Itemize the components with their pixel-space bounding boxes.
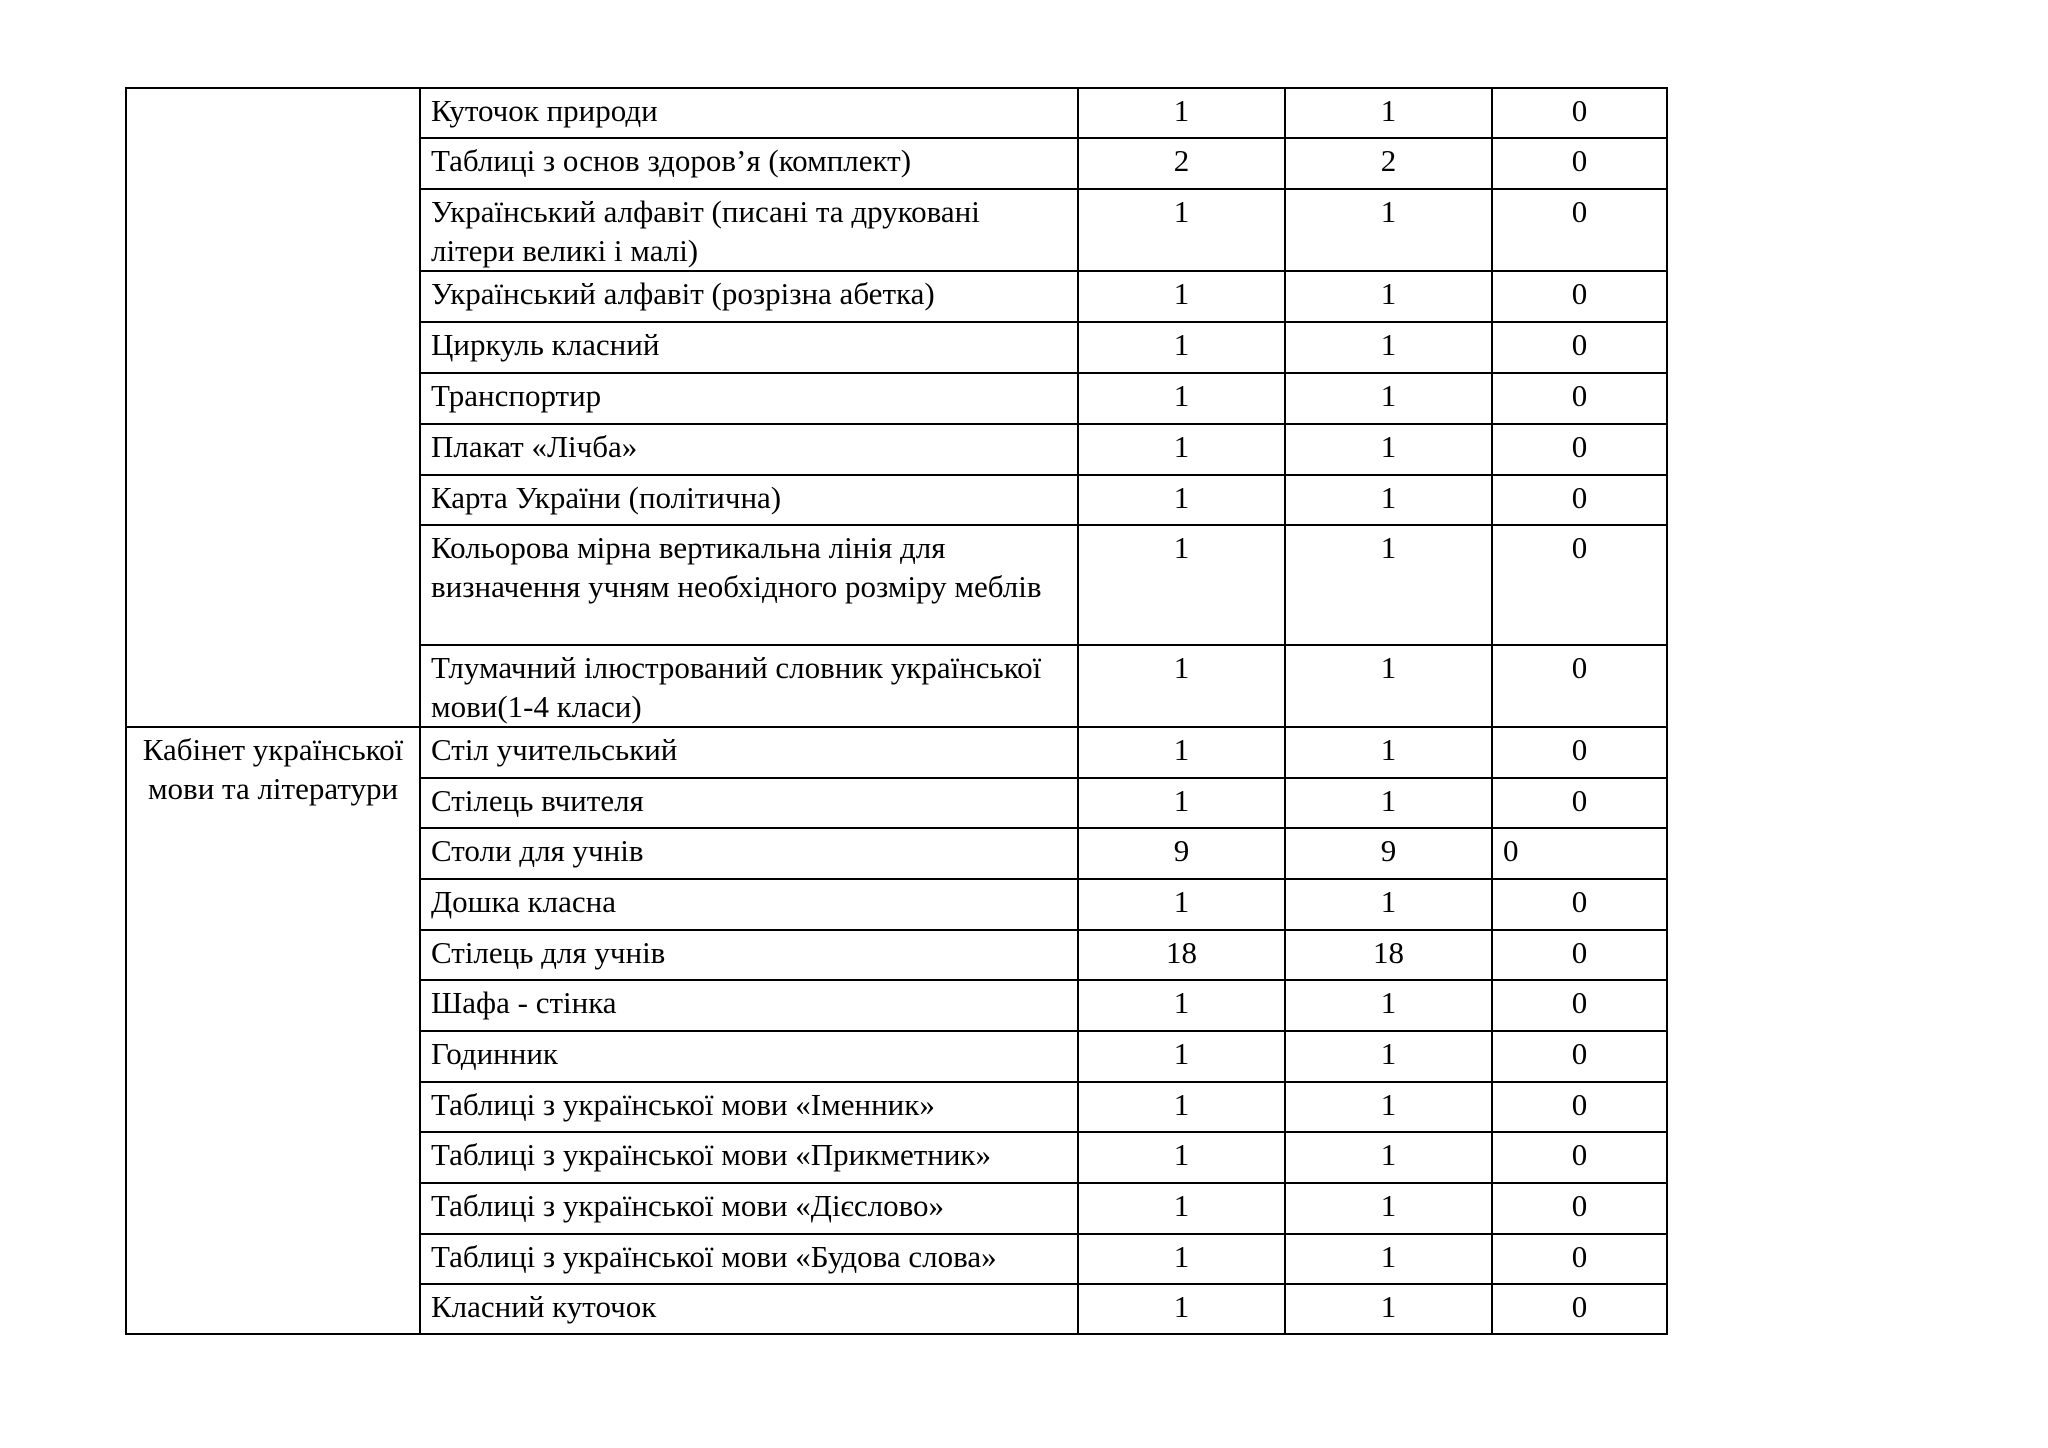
- quantity-cell-1: 1: [1078, 373, 1285, 424]
- quantity-cell-3: 0: [1492, 828, 1667, 879]
- quantity-cell-1: 1: [1078, 1284, 1285, 1334]
- item-name-cell: Стілець вчителя: [420, 778, 1078, 828]
- quantity-cell-3: 0: [1492, 424, 1667, 475]
- table-row: [126, 727, 1667, 778]
- quantity-cell-3: 0: [1492, 645, 1667, 727]
- quantity-cell-1: 1: [1078, 778, 1285, 828]
- quantity-cell-2: 1: [1285, 1031, 1492, 1082]
- quantity-cell-1: 1: [1078, 88, 1285, 138]
- quantity-cell-1: 1: [1078, 424, 1285, 475]
- room-name-cell: Кабінет української мови та літератури: [126, 727, 420, 1334]
- quantity-cell-1: 9: [1078, 828, 1285, 879]
- quantity-cell-2: 1: [1285, 727, 1492, 778]
- item-name-cell: Стілець для учнів: [420, 930, 1078, 980]
- item-name-cell: Таблиці з української мови «Іменник»: [420, 1082, 1078, 1132]
- quantity-cell-2: 1: [1285, 475, 1492, 525]
- quantity-cell-2: 1: [1285, 271, 1492, 322]
- quantity-cell-2: 1: [1285, 645, 1492, 727]
- quantity-cell-3: 0: [1492, 1183, 1667, 1234]
- table-row: [126, 88, 1667, 138]
- quantity-cell-1: 18: [1078, 930, 1285, 980]
- quantity-cell-3: 0: [1492, 1234, 1667, 1284]
- quantity-cell-1: 1: [1078, 475, 1285, 525]
- item-name-cell: Кольорова мірна вертикальна лінія для визначення учням необхідного розміру меблів: [420, 525, 1078, 645]
- quantity-cell-2: 1: [1285, 88, 1492, 138]
- item-name-cell: Таблиці з української мови «Будова слова»: [420, 1234, 1078, 1284]
- quantity-cell-3: 0: [1492, 138, 1667, 189]
- quantity-cell-3: 0: [1492, 475, 1667, 525]
- quantity-cell-1: 1: [1078, 1234, 1285, 1284]
- item-name-cell: Циркуль класний: [420, 322, 1078, 373]
- quantity-cell-3: 0: [1492, 1082, 1667, 1132]
- quantity-cell-2: 1: [1285, 525, 1492, 645]
- quantity-cell-3: 0: [1492, 271, 1667, 322]
- inventory-table: [125, 87, 1668, 1335]
- quantity-cell-3: 0: [1492, 1284, 1667, 1334]
- item-name-cell: Класний куточок: [420, 1284, 1078, 1334]
- item-name-cell: Таблиці з української мови «Прикметник»: [420, 1132, 1078, 1183]
- quantity-cell-2: 18: [1285, 930, 1492, 980]
- quantity-cell-2: 2: [1285, 138, 1492, 189]
- quantity-cell-2: 1: [1285, 322, 1492, 373]
- item-name-cell: Стіл учительський: [420, 727, 1078, 778]
- quantity-cell-2: 1: [1285, 189, 1492, 271]
- quantity-cell-2: 1: [1285, 1183, 1492, 1234]
- room-name-cell: [126, 88, 420, 727]
- quantity-cell-3: 0: [1492, 778, 1667, 828]
- quantity-cell-2: 1: [1285, 1082, 1492, 1132]
- item-name-cell: Плакат «Лічба»: [420, 424, 1078, 475]
- item-name-cell: Транспортир: [420, 373, 1078, 424]
- quantity-cell-3: 0: [1492, 373, 1667, 424]
- item-name-cell: Куточок природи: [420, 88, 1078, 138]
- quantity-cell-3: 0: [1492, 189, 1667, 271]
- item-name-cell: Дошка класна: [420, 879, 1078, 930]
- quantity-cell-2: 1: [1285, 424, 1492, 475]
- inventory-table-body: [126, 88, 1667, 1334]
- quantity-cell-1: 1: [1078, 189, 1285, 271]
- quantity-cell-1: 1: [1078, 1031, 1285, 1082]
- quantity-cell-3: 0: [1492, 879, 1667, 930]
- item-name-cell: Таблиці з української мови «Дієслово»: [420, 1183, 1078, 1234]
- quantity-cell-1: 1: [1078, 1132, 1285, 1183]
- quantity-cell-3: 0: [1492, 980, 1667, 1031]
- quantity-cell-3: 0: [1492, 930, 1667, 980]
- quantity-cell-1: 1: [1078, 980, 1285, 1031]
- quantity-cell-1: 1: [1078, 271, 1285, 322]
- item-name-cell: Карта України (політична): [420, 475, 1078, 525]
- quantity-cell-2: 1: [1285, 373, 1492, 424]
- item-name-cell: Таблиці з основ здоров’я (комплект): [420, 138, 1078, 189]
- quantity-cell-1: 1: [1078, 525, 1285, 645]
- item-name-cell: Годинник: [420, 1031, 1078, 1082]
- quantity-cell-3: 0: [1492, 1031, 1667, 1082]
- item-name-cell: Український алфавіт (розрізна абетка): [420, 271, 1078, 322]
- quantity-cell-2: 1: [1285, 1284, 1492, 1334]
- quantity-cell-3: 0: [1492, 88, 1667, 138]
- quantity-cell-2: 1: [1285, 980, 1492, 1031]
- quantity-cell-2: 9: [1285, 828, 1492, 879]
- quantity-cell-1: 1: [1078, 1082, 1285, 1132]
- quantity-cell-1: 1: [1078, 1183, 1285, 1234]
- quantity-cell-1: 1: [1078, 645, 1285, 727]
- item-name-cell: Шафа - стінка: [420, 980, 1078, 1031]
- quantity-cell-3: 0: [1492, 322, 1667, 373]
- quantity-cell-1: 1: [1078, 322, 1285, 373]
- item-name-cell: Український алфавіт (писані та друковані літери великі і малі): [420, 189, 1078, 271]
- quantity-cell-2: 1: [1285, 879, 1492, 930]
- quantity-cell-3: 0: [1492, 525, 1667, 645]
- item-name-cell: Тлумачний ілюстрований словник української мови(1-4 класи): [420, 645, 1078, 727]
- quantity-cell-1: 1: [1078, 879, 1285, 930]
- quantity-cell-2: 1: [1285, 1132, 1492, 1183]
- quantity-cell-2: 1: [1285, 1234, 1492, 1284]
- quantity-cell-2: 1: [1285, 778, 1492, 828]
- quantity-cell-3: 0: [1492, 1132, 1667, 1183]
- quantity-cell-1: 1: [1078, 727, 1285, 778]
- quantity-cell-3: 0: [1492, 727, 1667, 778]
- quantity-cell-1: 2: [1078, 138, 1285, 189]
- item-name-cell: Столи для учнів: [420, 828, 1078, 879]
